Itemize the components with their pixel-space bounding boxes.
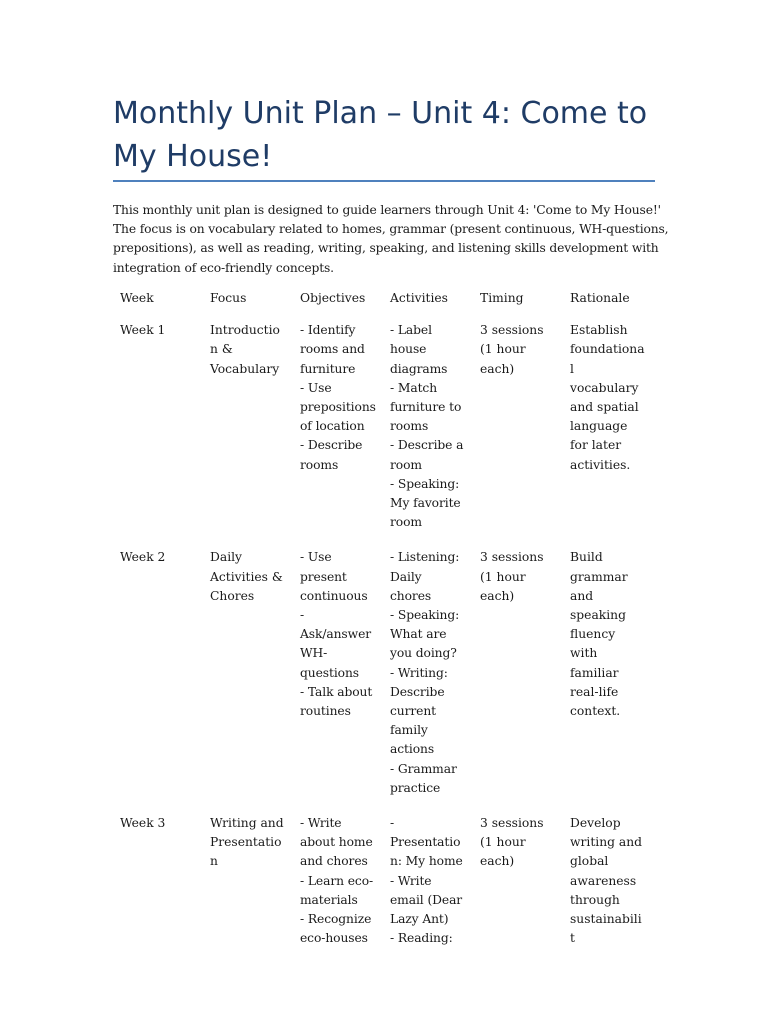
focus-cell: Writing and Presentation bbox=[210, 816, 284, 869]
objective-item: - Ask/answer WH-questions bbox=[300, 608, 372, 680]
header-focus: Focus bbox=[210, 291, 247, 305]
activity-item: - Reading: bbox=[390, 931, 453, 946]
header-activities: Activities bbox=[390, 291, 448, 305]
activities-cell bbox=[383, 318, 473, 545]
activity-item: - Write email (Dear Lazy Ant) bbox=[390, 873, 463, 927]
objectives-cell bbox=[293, 811, 383, 961]
focus-cell: Daily Activities & Chores bbox=[210, 550, 283, 603]
title-underline bbox=[113, 180, 655, 182]
objective-item: - Talk about routines bbox=[300, 684, 373, 719]
activity-item: - Speaking: My favorite room bbox=[390, 476, 461, 530]
objective-item: - Use prepositions of location bbox=[300, 380, 376, 434]
activity-item: - Presentation: My home bbox=[390, 816, 463, 869]
timing-cell: 3 sessions (1 hour each) bbox=[480, 816, 544, 869]
table-row bbox=[113, 318, 653, 545]
header-timing: Timing bbox=[480, 291, 524, 305]
activity-item: - Match furniture to rooms bbox=[390, 380, 462, 434]
unit-plan-table bbox=[113, 286, 653, 962]
rationale-cell: Establish foundational vocabulary and spatial language for later activities. bbox=[570, 323, 645, 472]
activity-item: - Grammar practice bbox=[390, 761, 457, 795]
activities-cell bbox=[383, 545, 473, 811]
focus-cell: Introduction & Vocabulary bbox=[210, 323, 280, 376]
objective-item: - Write about home and chores bbox=[300, 816, 373, 869]
objective-item: - Recognize eco-houses bbox=[300, 912, 372, 946]
activity-item: - Listening: Daily chores bbox=[390, 550, 460, 603]
activity-item: - Describe a room bbox=[390, 438, 464, 472]
activity-item: - Label house diagrams bbox=[390, 323, 448, 376]
week-cell: Week 1 bbox=[120, 323, 166, 338]
week-cell: Week 3 bbox=[120, 816, 166, 831]
table-row bbox=[113, 545, 653, 811]
rationale-cell: Develop writing and global awareness through sustainabilit bbox=[570, 816, 643, 946]
header-objectives: Objectives bbox=[300, 291, 366, 305]
activities-cell bbox=[383, 811, 473, 961]
table-row bbox=[113, 811, 653, 961]
timing-cell: 3 sessions (1 hour each) bbox=[480, 323, 544, 376]
objective-item: - Use present continuous bbox=[300, 550, 368, 603]
objectives-cell bbox=[293, 318, 383, 545]
rationale-cell: Build grammar and speaking fluency with familiar real-life context. bbox=[570, 550, 628, 719]
activity-item: - Speaking: What are you doing? bbox=[390, 608, 460, 661]
header-week: Week bbox=[120, 291, 154, 305]
header-rationale: Rationale bbox=[570, 291, 630, 305]
week-cell: Week 2 bbox=[120, 550, 166, 565]
objectives-cell bbox=[293, 545, 383, 811]
document-title: Monthly Unit Plan – Unit 4: Come to My House! bbox=[113, 96, 648, 174]
timing-cell: 3 sessions (1 hour each) bbox=[480, 550, 544, 603]
activity-item: - Writing: Describe current family actions bbox=[390, 665, 448, 757]
objective-item: - Identify rooms and furniture bbox=[300, 323, 365, 376]
intro-paragraph: This monthly unit plan is designed to guide learners through Unit 4: 'Come to My House!' The focus is on vocabulary related to homes, grammar (present continuous, WH-questions, prepositions), as well as reading, writing, speaking, and listening skills development with integration of eco-friendly concepts. bbox=[113, 203, 669, 275]
objective-item: - Learn eco-materials bbox=[300, 873, 374, 907]
objective-item: - Describe rooms bbox=[300, 438, 363, 472]
table-header-row bbox=[113, 286, 653, 318]
